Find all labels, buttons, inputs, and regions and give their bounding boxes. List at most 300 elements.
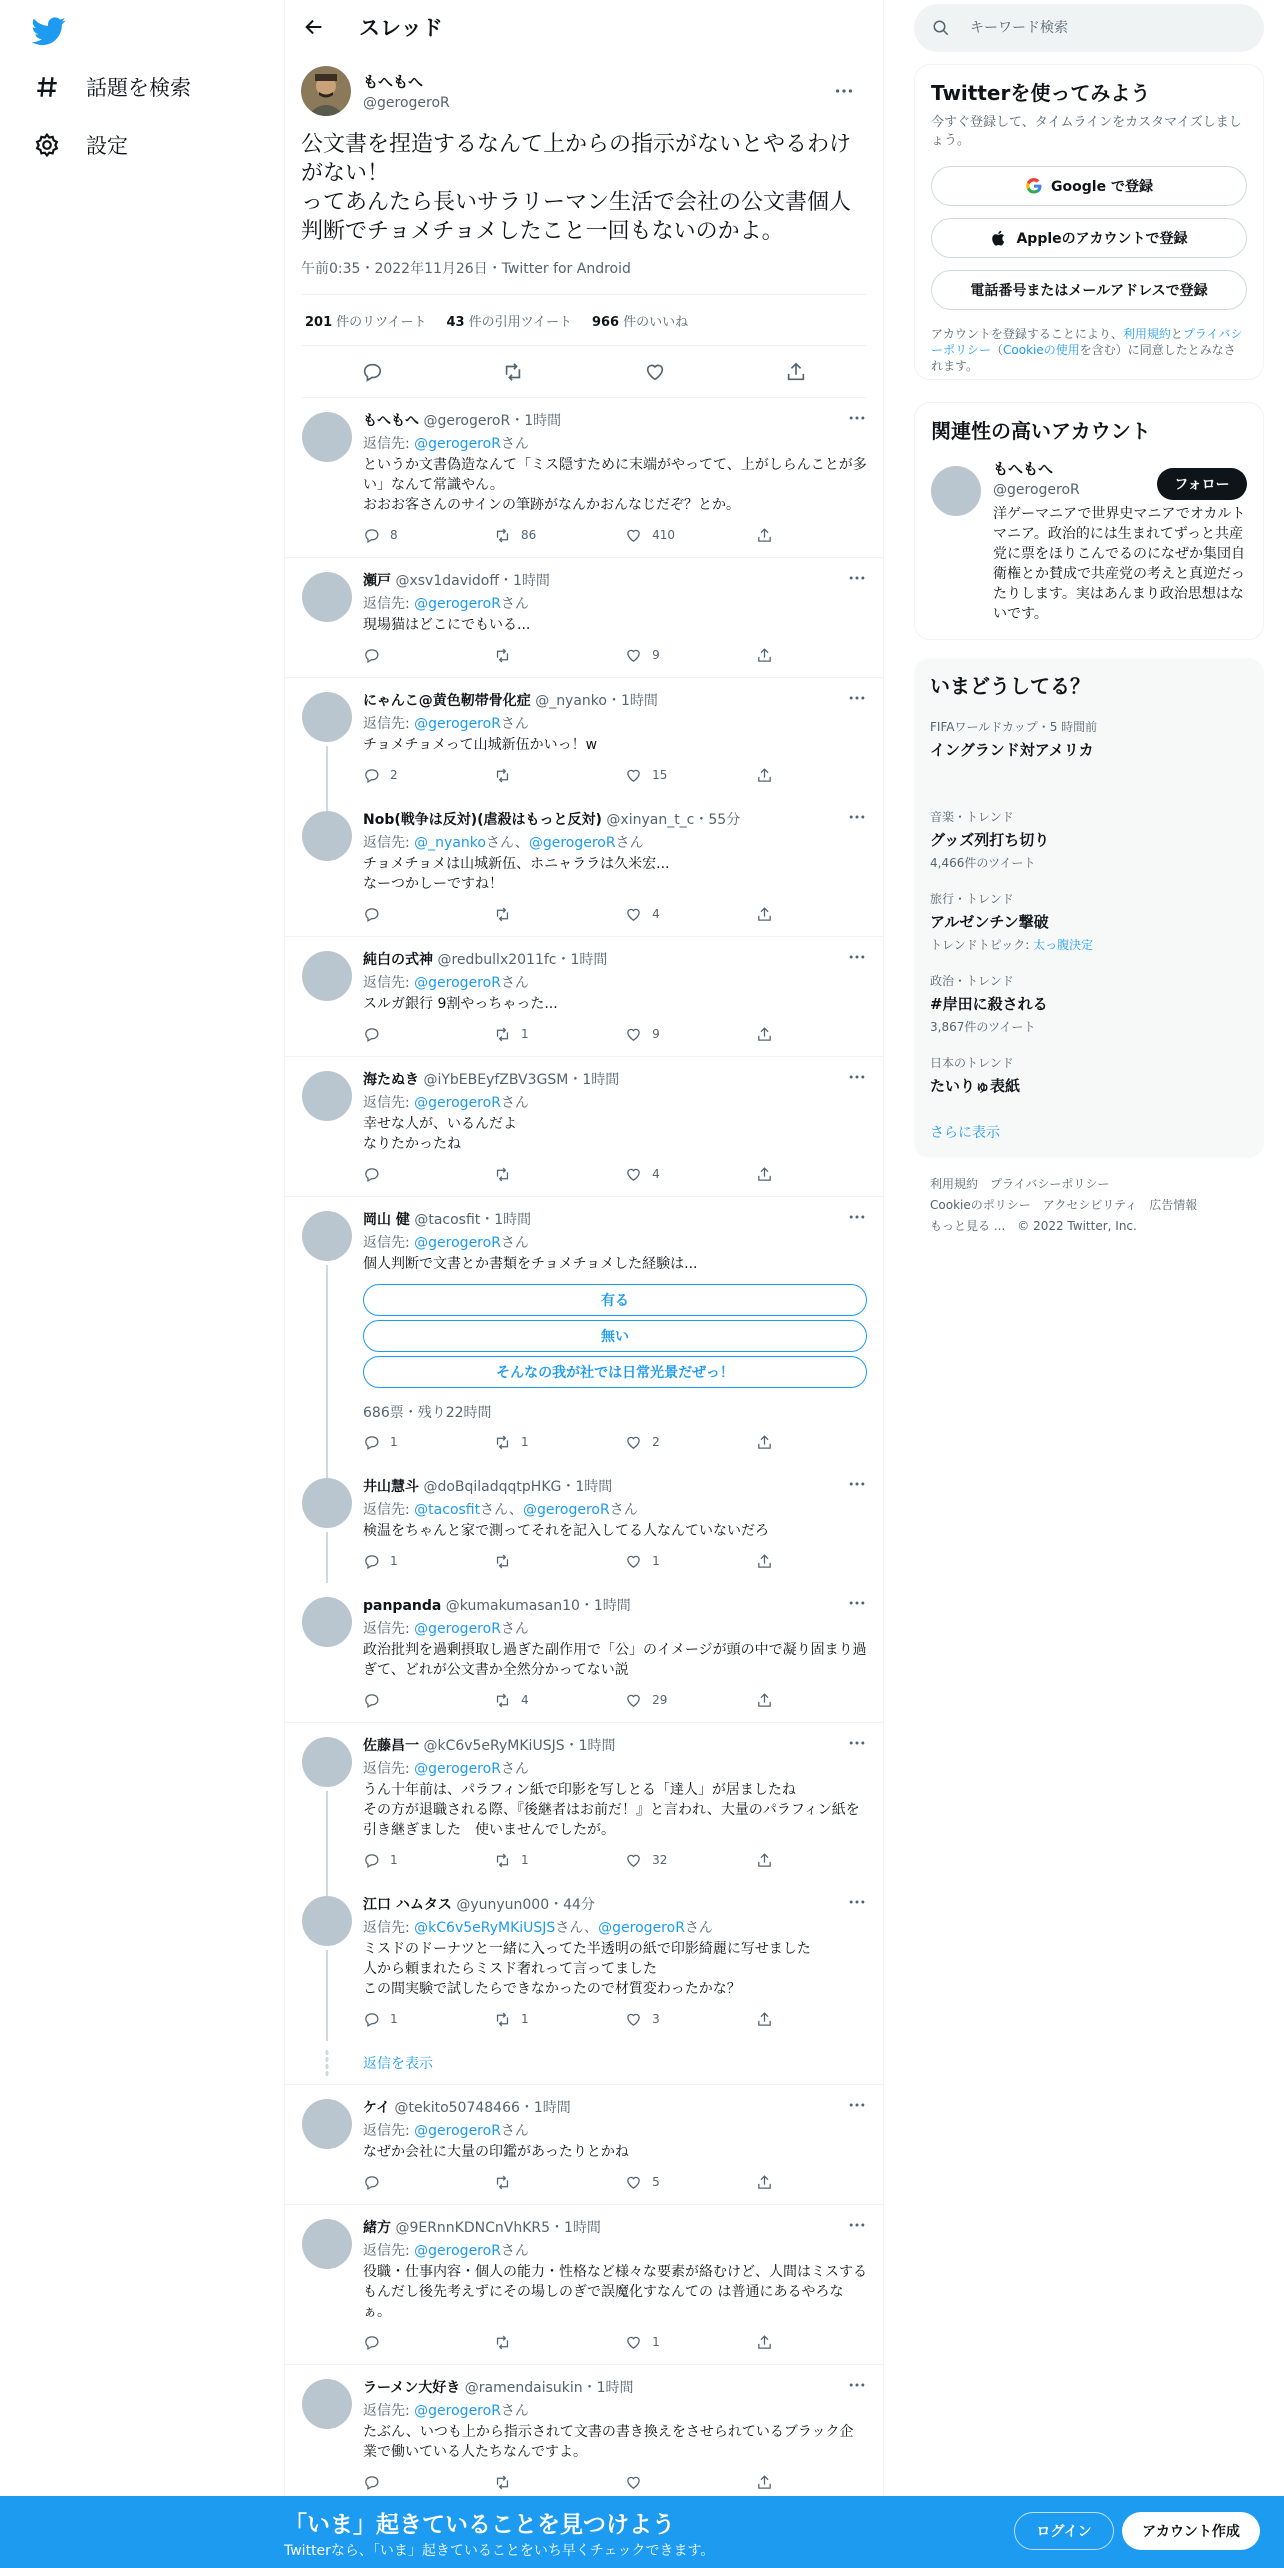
share-icon [756,767,783,784]
share-icon [756,2334,783,2351]
like-icon [625,1852,652,1869]
tweet-text: というか文書偽造なんて「ミス隠すために末端がやってて、上がしらんことが多い」なんて常識やん。 おおお客さんのサインの筆跡がなんかおんなじだぞ？とか。 [363,457,867,513]
author-name[interactable]: 井山慧斗 [363,1479,419,1495]
retweet-icon [494,1852,521,1869]
like-button[interactable]: 29 [625,1692,756,1709]
reply-tweet[interactable] [285,1197,883,1464]
tweet-text: 検温をちゃんと家で測ってそれを記入してる人なんていないだろ [363,1523,769,1539]
reply-icon [363,1692,390,1709]
like-button[interactable]: 9 [625,1026,756,1043]
share-button[interactable] [756,2334,783,2351]
reply-tweet[interactable] [285,1057,883,1197]
retweet-icon [494,1166,521,1183]
reply-button[interactable] [363,2334,494,2351]
author-name[interactable]: 瀬戸 [363,573,391,589]
author-handle[interactable]: @xinyan_t_c・55分 [606,812,741,828]
like-icon [625,527,652,544]
reply-to-line: 返信先: @gerogeroRさん [363,2243,529,2259]
retweet-button[interactable] [494,2334,625,2351]
like-icon [625,647,652,664]
avatar[interactable] [302,692,352,742]
like-icon [625,2474,652,2491]
share-icon[interactable] [785,361,807,383]
reply-to-link[interactable]: @gerogeroR [414,436,501,452]
trend-item[interactable]: FIFAワールドカップ・5 時間前 イングランド対アメリカ [930,720,1098,759]
share-button[interactable] [756,527,783,544]
author-name[interactable]: 岡山 健 [363,1212,410,1228]
reply-to-link[interactable]: @gerogeroR [414,1761,501,1777]
avatar[interactable] [302,1478,352,1528]
reply-icon [363,2334,390,2351]
reply-tweet[interactable] [285,1882,883,2041]
more-icon[interactable] [847,1474,867,1494]
google-icon [1025,177,1043,195]
signup-legal-text: アカウントを登録することにより、利用規約とプライバシーポリシー（Cookieの使用を含む）に同意したとみなされます。 [931,327,1243,373]
tweet-actions [363,1024,867,1044]
share-button[interactable] [756,1166,783,1183]
account-handle[interactable]: @gerogeroR [993,482,1080,498]
bottom-signup-bar [0,2496,1284,2568]
like-icon [625,767,652,784]
retweet-button[interactable]: 1 [494,1434,625,1451]
reply-to-link[interactable]: @gerogeroR [414,1095,501,1111]
retweet-icon[interactable] [502,361,524,383]
reply-button[interactable] [363,2474,494,2491]
more-icon[interactable] [847,1593,867,1613]
avatar[interactable] [302,1896,352,1946]
reply-icon [363,767,390,784]
retweet-icon [494,2334,521,2351]
signup-card [914,64,1264,380]
reply-button[interactable]: 2 [363,767,494,784]
like-button[interactable]: 1 [625,2334,756,2351]
privacy-link[interactable]: プライバシーポリシー [931,327,1243,357]
like-stat[interactable]: 966 件のいいね [591,314,689,330]
reply-button[interactable]: 1 [363,1553,494,1570]
main-column [284,0,884,2568]
retweet-icon [494,2474,521,2491]
tweet-text: チョメチョメは山城新伍、ホニャララは久米宏... なーつかしーですね！ [363,856,670,892]
avatar[interactable] [302,1597,352,1647]
trend-item[interactable]: 旅行・トレンド アルゼンチン撃破 トレンドトピック: 太っ腹決定 [930,892,1094,952]
reply-icon [363,2011,390,2028]
reply-to-link[interactable]: @gerogeroR [598,1920,685,1936]
tweet-text: 現場猫はどこにでもいる... [363,617,531,633]
avatar[interactable] [302,811,352,861]
avatar[interactable] [302,1071,352,1121]
footer-cookie[interactable]: Cookieのポリシー [930,1198,1031,1212]
reply-button[interactable]: 1 [363,1434,494,1451]
retweet-button[interactable] [494,906,625,923]
like-button[interactable]: 1 [625,1553,756,1570]
signup-subtitle: 今すぐ登録して、タイムラインをカスタマイズしましょう。 [931,115,1242,148]
retweet-icon [494,1692,521,1709]
search-input[interactable] [970,20,1240,36]
nav-settings[interactable] [34,130,128,160]
author-handle[interactable]: @tekito50748466・1時間 [394,2100,571,2116]
reply-to-link[interactable]: @tacosfit [414,1502,481,1518]
thread-header [285,0,883,54]
like-button[interactable]: 32 [625,1852,756,1869]
more-icon[interactable] [833,80,855,102]
retweet-button[interactable] [494,1166,625,1183]
share-button[interactable] [756,647,783,664]
retweet-icon [494,906,521,923]
footer-more[interactable]: もっと見る ... [930,1219,1006,1233]
tweet-stats [301,294,867,346]
thread-connector [326,1950,328,2041]
more-icon[interactable] [847,568,867,588]
reply-to-line: 返信先: @kC6v5eRyMKiUSJSさん、@gerogeroRさん [363,1920,713,1936]
author-name[interactable]: もへもへ [363,73,424,91]
tweet-actions [363,765,867,785]
avatar[interactable] [302,2219,352,2269]
share-button[interactable] [756,1553,783,1570]
reply-to-link[interactable]: @_nyanko [414,835,486,851]
like-button[interactable]: 2 [625,1434,756,1451]
retweet-icon [494,2174,521,2191]
thread-connector [326,1265,328,1464]
reply-button[interactable] [363,906,494,923]
signup-button[interactable]: アカウント作成 [1122,2512,1260,2550]
search-bar[interactable] [914,4,1264,52]
reply-to-link[interactable]: @gerogeroR [414,2243,501,2259]
share-icon [756,647,783,664]
share-button[interactable] [756,1852,783,1869]
author-handle[interactable]: @gerogeroR・1時間 [423,413,562,429]
poll-option[interactable]: 無い [363,1320,867,1352]
share-button[interactable] [756,1692,783,1709]
share-button[interactable] [756,1026,783,1043]
more-icon[interactable] [847,2375,867,2395]
reply-to-line: 返信先: @gerogeroRさん [363,975,529,991]
tweet-text: ミスドのドーナツと一緒に入ってた半透明の紙で印影綺麗に写せました 人から頼まれたらミスド奢れって言ってました この間実験で試したらできなかったので材質変わったかな？ [363,1941,811,1997]
reply-to-line: 返信先: @gerogeroRさん [363,1761,529,1777]
share-button[interactable] [756,767,783,784]
thread-connector [326,1532,328,1583]
author-name[interactable]: 緒方 [363,2220,391,2236]
reply-to-line: 返信先: @tacosfitさん、@gerogeroRさん [363,1502,638,1518]
avatar[interactable] [302,1211,352,1261]
hashtag-icon [34,74,60,100]
tweet-actions [363,1432,867,1452]
avatar[interactable] [301,66,351,116]
gear-icon [34,132,60,158]
reply-tweet[interactable] [285,2085,883,2205]
thread-connector [326,1882,328,1896]
reply-button[interactable]: 1 [363,2011,494,2028]
author-name[interactable]: 江口 ハムタス [363,1897,452,1913]
trend-item[interactable]: 日本のトレンド たいりゅ表紙 [930,1056,1021,1095]
reply-to-link[interactable]: @gerogeroR [414,1235,501,1251]
reply-to-link[interactable]: @gerogeroR [414,2403,501,2419]
author-handle[interactable]: @yunyun000・44分 [456,1897,595,1913]
tweet-actions [301,346,867,398]
avatar[interactable] [302,2379,352,2429]
share-button[interactable] [756,1434,783,1451]
like-icon [625,906,652,923]
reply-tweet[interactable] [285,2205,883,2365]
tweet-actions [363,525,867,545]
account-name[interactable]: もへもへ [993,460,1054,478]
retweet-icon [494,767,521,784]
reply-to-link[interactable]: @gerogeroR [522,1502,610,1518]
like-button[interactable]: 5 [625,2174,756,2191]
retweet-button[interactable] [494,2174,625,2191]
reply-tweet[interactable] [285,398,883,558]
like-button[interactable] [625,2474,756,2491]
apple-signup-button[interactable]: Appleのアカウントで登録 [931,218,1247,258]
poll-meta: 686票・残り22時間 [363,1405,492,1421]
footer-accessibility[interactable]: アクセシビリティ [1042,1198,1138,1212]
reply-icon [363,1026,390,1043]
author-name[interactable]: もへもへ [363,413,419,429]
follow-button[interactable]: フォロー [1157,468,1247,500]
reply-button[interactable]: 8 [363,527,494,544]
author-handle[interactable]: @ramendaisukin・1時間 [464,2380,634,2396]
thread-connector [326,1791,328,1882]
author-name[interactable]: ラーメン大好き [363,2380,461,2396]
reply-to-link[interactable]: @gerogeroR [414,596,501,612]
author-handle[interactable]: @redbullx2011fc・1時間 [437,952,608,968]
reply-icon [363,527,390,544]
relevant-accounts-card [914,402,1264,640]
reply-tweet[interactable] [285,678,883,797]
cookie-link[interactable]: Cookieの使用 [1003,343,1080,357]
trends-title: いまどうしてる？ [930,674,1090,698]
tweet-text: 幸せな人が、いるんだよ なりたかったね [363,1116,517,1152]
reply-tweet[interactable] [285,1583,883,1723]
reply-to-link[interactable]: @kC6v5eRyMKiUSJS [414,1920,556,1936]
trend-topic-link[interactable]: 太っ腹決定 [1033,938,1094,952]
signup-title: Twitterを使ってみよう [931,81,1151,105]
share-icon [756,2174,783,2191]
nav-explore-label: 話題を検索 [86,76,191,100]
share-icon [756,2011,783,2028]
like-button[interactable]: 410 [625,527,756,544]
reply-to-line: 返信先: @gerogeroRさん [363,716,529,732]
author-handle[interactable]: @9ERnnKDNCnVhKR5・1時間 [395,2220,601,2236]
avatar[interactable] [931,466,981,516]
author-name[interactable]: にゃんこ@黄色靭帯骨化症 [363,693,531,709]
like-button[interactable]: 3 [625,2011,756,2028]
author-handle[interactable]: @tacosfit・1時間 [414,1212,532,1228]
reply-to-line: 返信先: @gerogeroRさん [363,1621,529,1637]
footer-ads[interactable]: 広告情報 [1149,1198,1198,1212]
like-icon [625,1166,652,1183]
relevant-title: 関連性の高いアカウント [931,419,1151,443]
reply-to-line: 返信先: @gerogeroRさん [363,1095,529,1111]
poll-option[interactable]: 有る [363,1284,867,1316]
reply-to-line: 返信先: @_nyankoさん、@gerogeroRさん [363,835,644,851]
google-signup-button[interactable]: Google で登録 [931,166,1247,206]
reply-to-link[interactable]: @gerogeroR [528,835,616,851]
tweet-text: チョメチョメって山城新伍かいっ！w [363,737,598,753]
more-icon[interactable] [847,1733,867,1753]
nav-settings-label: 設定 [86,134,128,158]
more-icon[interactable] [847,408,867,428]
share-icon [756,1852,783,1869]
terms-link[interactable]: 利用規約 [1122,327,1171,341]
author-name[interactable]: 佐藤昌一 [363,1738,419,1754]
footer-copyright: © 2022 Twitter, Inc. [1017,1219,1137,1233]
more-icon[interactable] [847,1067,867,1087]
tweet-text: 役職・仕事内容・個人の能力・性格など様々な要素が絡むけど、人間はミスするもんだし後先考えずにその場しのぎで誤魔化すなんての は普通にあるやろなぁ。 [363,2264,867,2320]
quote-stat[interactable]: 43 件の引用ツイート [446,314,572,330]
tweet-text: 政治批判を過剰摂取し過ぎた副作用で「公」のイメージが頭の中で凝り固まり過ぎて、どれが公文書か全然分かってない説 [363,1642,867,1678]
footer-links [930,1174,1250,1237]
reply-tweet[interactable] [285,797,883,937]
reply-button[interactable] [363,1692,494,1709]
share-button[interactable] [756,906,783,923]
share-icon [756,1553,783,1570]
like-button[interactable]: 4 [625,906,756,923]
like-icon [625,2011,652,2028]
tweet-actions [363,904,867,924]
trends-card [914,658,1264,1158]
reply-to-line: 返信先: @gerogeroRさん [363,2403,529,2419]
like-icon[interactable] [644,361,666,383]
more-icon[interactable] [847,1207,867,1227]
share-icon [756,1166,783,1183]
trend-item[interactable]: 音楽・トレンド グッズ列打ち切り 4,466件のツイート [930,810,1050,870]
relevant-account[interactable] [931,458,1247,624]
more-icon[interactable] [847,1892,867,1912]
avatar[interactable] [302,1737,352,1787]
phone-email-signup-button[interactable]: 電話番号またはメールアドレスで登録 [931,270,1247,310]
share-icon [756,2474,783,2491]
like-icon [625,1434,652,1451]
retweet-icon [494,1434,521,1451]
like-button[interactable]: 4 [625,1166,756,1183]
author-name[interactable]: panpanda [363,1598,442,1614]
reply-button[interactable] [363,2174,494,2191]
focal-tweet [285,54,883,398]
author-handle[interactable]: @doBqiladqqtpHKG・1時間 [423,1479,613,1495]
retweet-icon [494,2011,521,2028]
reply-tweet[interactable] [285,1464,883,1583]
retweet-button[interactable]: 1 [494,2011,625,2028]
retweet-button[interactable] [494,767,625,784]
reply-tweet[interactable] [285,1723,883,1882]
avatar[interactable] [302,951,352,1001]
share-button[interactable] [756,2474,783,2491]
retweet-icon [494,527,521,544]
reply-to-link[interactable]: @gerogeroR [414,1621,501,1637]
retweet-button[interactable]: 86 [494,527,625,544]
author-handle[interactable]: @xsv1davidoff・1時間 [395,573,550,589]
reply-icon [363,2474,390,2491]
author-handle[interactable]: @iYbEBEyfZBV3GSM・1時間 [423,1072,620,1088]
tweet-actions [363,1690,867,1710]
reply-button[interactable]: 1 [363,1852,494,1869]
reply-button[interactable] [363,1026,494,1043]
more-icon[interactable] [847,947,867,967]
reply-button[interactable] [363,1166,494,1183]
retweet-button[interactable] [494,1553,625,1570]
author-name[interactable]: 海たぬき [363,1072,419,1088]
trend-item[interactable]: 政治・トレンド #岸田に殺される 3,867件のツイート [930,974,1048,1034]
thread-connector [326,797,328,811]
reply-to-link[interactable]: @gerogeroR [414,716,501,732]
tweet-timestamp[interactable]: 午前0:35・2022年11月26日・Twitter for Android [301,261,631,277]
footer-terms[interactable]: 利用規約 [930,1177,979,1191]
back-arrow-icon[interactable] [303,16,325,38]
tweet-actions [363,1850,867,1870]
tweet-actions [363,645,867,665]
author-name[interactable]: Nob(戦争は反対)(虐殺はもっと反対) [363,812,602,828]
more-icon[interactable] [847,2215,867,2235]
reply-icon[interactable] [361,361,383,383]
footer-privacy[interactable]: プライバシーポリシー [990,1177,1110,1191]
reply-icon [363,1852,390,1869]
reply-button[interactable] [363,647,494,664]
reply-tweet[interactable] [285,2365,883,2505]
poll-option[interactable]: そんなの我が社では日常光景だぜっ！ [363,1356,867,1388]
author-name[interactable]: ケイ [363,2100,391,2116]
reply-tweet[interactable] [285,937,883,1057]
retweet-button[interactable] [494,647,625,664]
show-replies-link[interactable]: 返信を表示 [285,2041,883,2085]
reply-icon [363,647,390,664]
avatar[interactable] [302,572,352,622]
more-icon[interactable] [847,807,867,827]
author-handle[interactable]: @kC6v5eRyMKiUSJS・1時間 [423,1738,616,1754]
like-button[interactable]: 15 [625,767,756,784]
retweet-icon [494,1553,521,1570]
reply-icon [363,1166,390,1183]
retweet-stat[interactable]: 201 件のリツイート [305,314,427,330]
share-button[interactable] [756,2011,783,2028]
retweet-button[interactable]: 1 [494,1852,625,1869]
nav-explore[interactable] [34,72,191,102]
show-more-link[interactable]: さらに表示 [930,1125,1000,1141]
reply-to-line: 返信先: @gerogeroRさん [363,2123,529,2139]
retweet-button[interactable]: 1 [494,1026,625,1043]
author-name[interactable]: 純白の式神 [363,952,433,968]
reply-icon [363,1553,390,1570]
reply-to-link[interactable]: @gerogeroR [414,2123,501,2139]
tweet-text: うん十年前は、パラフィン紙で印影を写しとる「達人」が居ましたね その方が退職される際、『後継者はお前だ！』と言われ、大量のパラフィン紙を引き継ぎました 使いませんでしたが。 [363,1782,860,1838]
author-handle[interactable]: @gerogeroR [363,95,450,111]
tweet-actions [363,1164,867,1184]
like-icon [625,1026,652,1043]
reply-tweet[interactable] [285,558,883,678]
author-handle[interactable]: @kumakumasan10・1時間 [445,1598,631,1614]
reply-to-link[interactable]: @gerogeroR [414,975,501,991]
tweet-actions [363,2172,867,2192]
share-button[interactable] [756,2174,783,2191]
like-button[interactable]: 9 [625,647,756,664]
more-icon[interactable] [847,2095,867,2115]
search-icon [932,19,950,37]
author-handle[interactable]: @_nyanko・1時間 [535,693,658,709]
twitter-logo-icon[interactable] [32,14,66,48]
account-bio: 洋ゲーマニアで世界史マニアでオカルトマニア。政治的には生まれてずっと共産党に票をほりこんでるのになぜか集団自衛権とか賛成で共産党の考えと真逆だったりします。実はあんまり政治思想はないです。 [993,506,1246,622]
bottom-bar-title: 「いま」起きていることを見つけよう [284,2512,675,2538]
avatar[interactable] [302,2099,352,2149]
more-icon[interactable] [847,688,867,708]
reply-to-line: 返信先: @gerogeroRさん [363,436,529,452]
retweet-button[interactable] [494,2474,625,2491]
avatar[interactable] [302,412,352,462]
share-icon [756,1692,783,1709]
login-button[interactable]: ログイン [1014,2512,1114,2550]
share-icon [756,1026,783,1043]
reply-to-line: 返信先: @gerogeroRさん [363,1235,529,1251]
retweet-button[interactable]: 4 [494,1692,625,1709]
tweet-actions [363,2472,867,2492]
